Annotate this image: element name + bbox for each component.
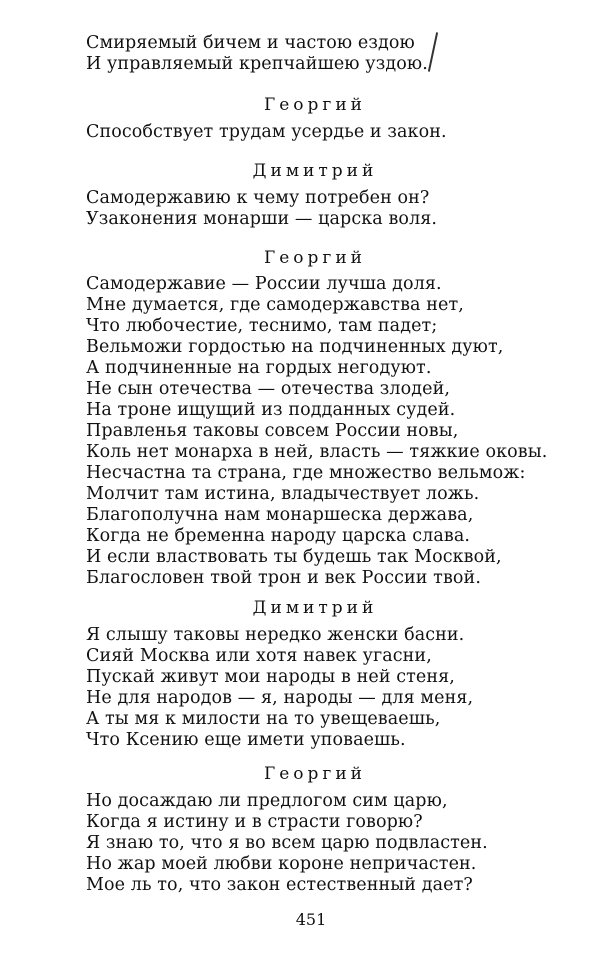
speaker-name: Георгий [263,95,366,115]
verse-line: Пускай живут мои народы в ней стеня, [86,667,455,687]
verse-line: Мое ль то, что закон естественный дает? [86,875,473,895]
verse-line: Молчит там истина, владычествует ложь. [86,484,480,504]
verse-line: Но жар моей любви короне непричастен. [86,854,477,874]
verse-line: Способствует трудам усердье и закон. [86,122,447,142]
verse-line: Мне думается, где самодержавства нет, [86,295,464,315]
verse-line: А подчиненные на гордых негодуют. [86,358,432,378]
verse-line: Узаконения монарши — царска воля. [86,209,438,229]
verse-line: Не для народов — я, народы — для меня, [86,688,474,708]
page-number: 451 [295,910,327,929]
verse-line: Что Ксению еще имети уповаешь. [86,730,406,750]
verse-line: Я слышу таковы нередко женски басни. [86,625,465,645]
verse-line: Коль нет монарха в ней, власть — тяжкие оковы. [86,442,548,462]
verse-line: Несчастна та страна, где множество вельмож: [86,463,526,483]
verse-line: Когда я истину и в страсти говорю? [86,812,423,832]
speaker-name: Димитрий [252,161,378,181]
verse-line: На троне ищущий из подданных судей. [86,400,456,420]
verse-line: Самодержавию к чему потребен он? [86,188,430,208]
verse-line: Сияй Москва или хотя навек угасни, [86,646,432,666]
speaker-name: Димитрий [252,598,378,618]
verse-line: А ты мя к милости на то увещеваешь, [86,709,441,729]
speaker-name: Георгий [263,248,366,268]
verse-line: И если властвовать ты будешь так Москвой, [86,547,502,567]
verse-line: Вельможи гордостью на подчиненных дуют, [86,337,504,357]
speaker-name: Георгий [263,764,366,784]
verse-line: Когда не бременна народу царска слава. [86,526,471,546]
verse-line: Смиряемый бичем и частою ездою [86,33,415,53]
verse-line: Я знаю то, что я во всем царю подвластен. [86,833,488,853]
verse-line: Благословен твой трон и век России твой. [86,568,481,588]
verse-line: Благополучна нам монаршеска держава, [86,505,474,525]
verse-line: Не сын отечества — отечества злодей, [86,379,451,399]
verse-line: И управляемый крепчайшею уздою. [86,54,428,74]
verse-line: Правленья таковы совсем России новы, [86,421,459,441]
verse-line: Самодержавие — России лучша доля. [86,274,442,294]
margin-mark [428,32,438,72]
verse-line: Но досаждаю ли предлогом сим царю, [86,791,448,811]
verse-line: Что любочестие, теснимо, там падет; [86,316,438,336]
